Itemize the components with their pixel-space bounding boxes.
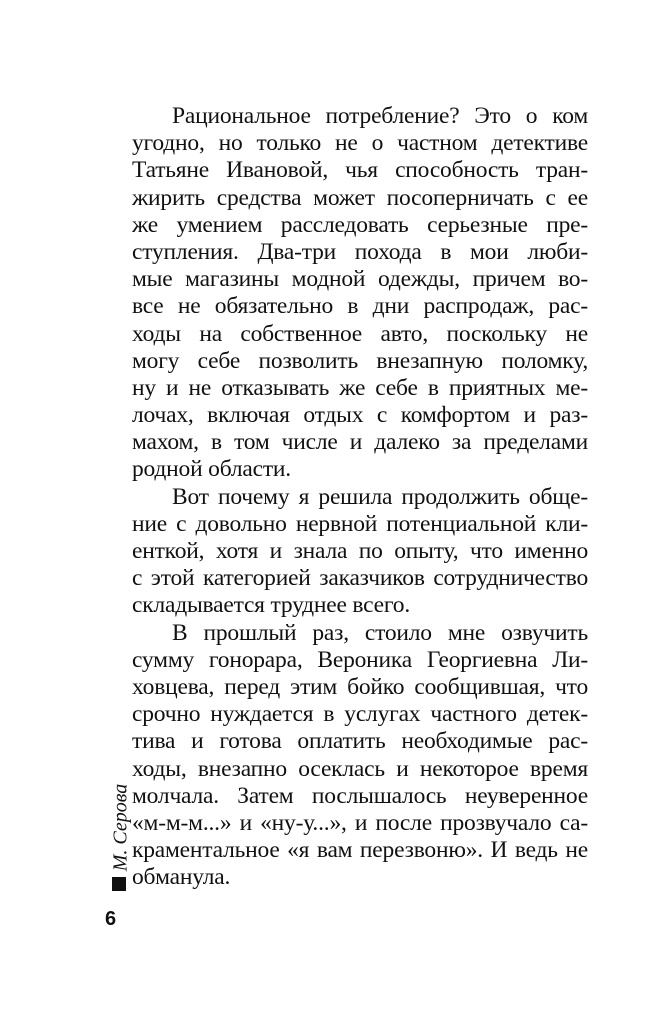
text-line: мые магазины модной одежды, причем во-	[132, 266, 588, 293]
square-marker-icon	[112, 877, 126, 891]
text-line: тива и готова оплатить необходимые рас-	[132, 728, 588, 755]
text-line: ходы на собственное авто, поскольку не	[132, 320, 588, 347]
text-line: обманула.	[132, 864, 231, 891]
text-line: срочно нуждается в услугах частного детек-	[132, 701, 588, 728]
text-line: «м-м-м...» и «ну-у...», и после прозвучало са-	[132, 809, 588, 836]
text-line: все не обязательно в дни распродаж, рас-	[132, 293, 588, 320]
text-line: молчала. Затем послышалось неуверенное	[132, 782, 588, 809]
text-line: Татьяне Ивановой, чья способность тран-	[132, 157, 588, 184]
author-name: М. Серова	[109, 783, 132, 871]
text-line: могу себе позволить внезапную поломку,	[132, 347, 588, 374]
body-text	[132, 103, 588, 891]
page-number: 6	[105, 908, 117, 930]
text-line: жирить средства может посоперничать с ее	[132, 184, 588, 211]
text-line: ступления. Два-три похода в мои люби-	[132, 238, 588, 265]
text-line: енткой, хотя и знала по опыту, что именно	[132, 538, 588, 564]
text-line: махом, в том числе и далеко за пределами	[132, 429, 588, 456]
text-line: ние с довольно нервной потенциальной кли-	[132, 510, 588, 537]
text-line: ну и не отказывать же себе в приятных ме-	[132, 374, 588, 401]
text-line: ховцева, перед этим бойко сообщившая, что	[132, 673, 588, 700]
text-line: складывается труднее всего.	[132, 592, 410, 619]
text-line: с этой категорией заказчиков сотрудничество	[132, 565, 588, 592]
text-line: краментальное «я вам перезвоню». И ведь не	[132, 837, 588, 864]
running-head-author	[108, 783, 134, 871]
text-line: лочах, включая отдых с комфортом и раз-	[132, 402, 588, 429]
text-line: Рациональное потребление? Это о ком	[172, 103, 588, 129]
text-line: Вот почему я решила продолжить обще-	[172, 483, 588, 510]
text-line: родной области.	[132, 456, 291, 483]
text-line: сумму гонорара, Вероника Георгиевна Ли-	[132, 646, 588, 673]
text-line: ходы, внезапно осеклась и некоторое время	[132, 755, 588, 782]
text-line: угодно, но только не о частном детективе	[132, 130, 588, 157]
text-line: же умением расследовать серьезные пре-	[132, 211, 588, 238]
text-line: В прошлый раз, стоило мне озвучить	[172, 619, 588, 646]
